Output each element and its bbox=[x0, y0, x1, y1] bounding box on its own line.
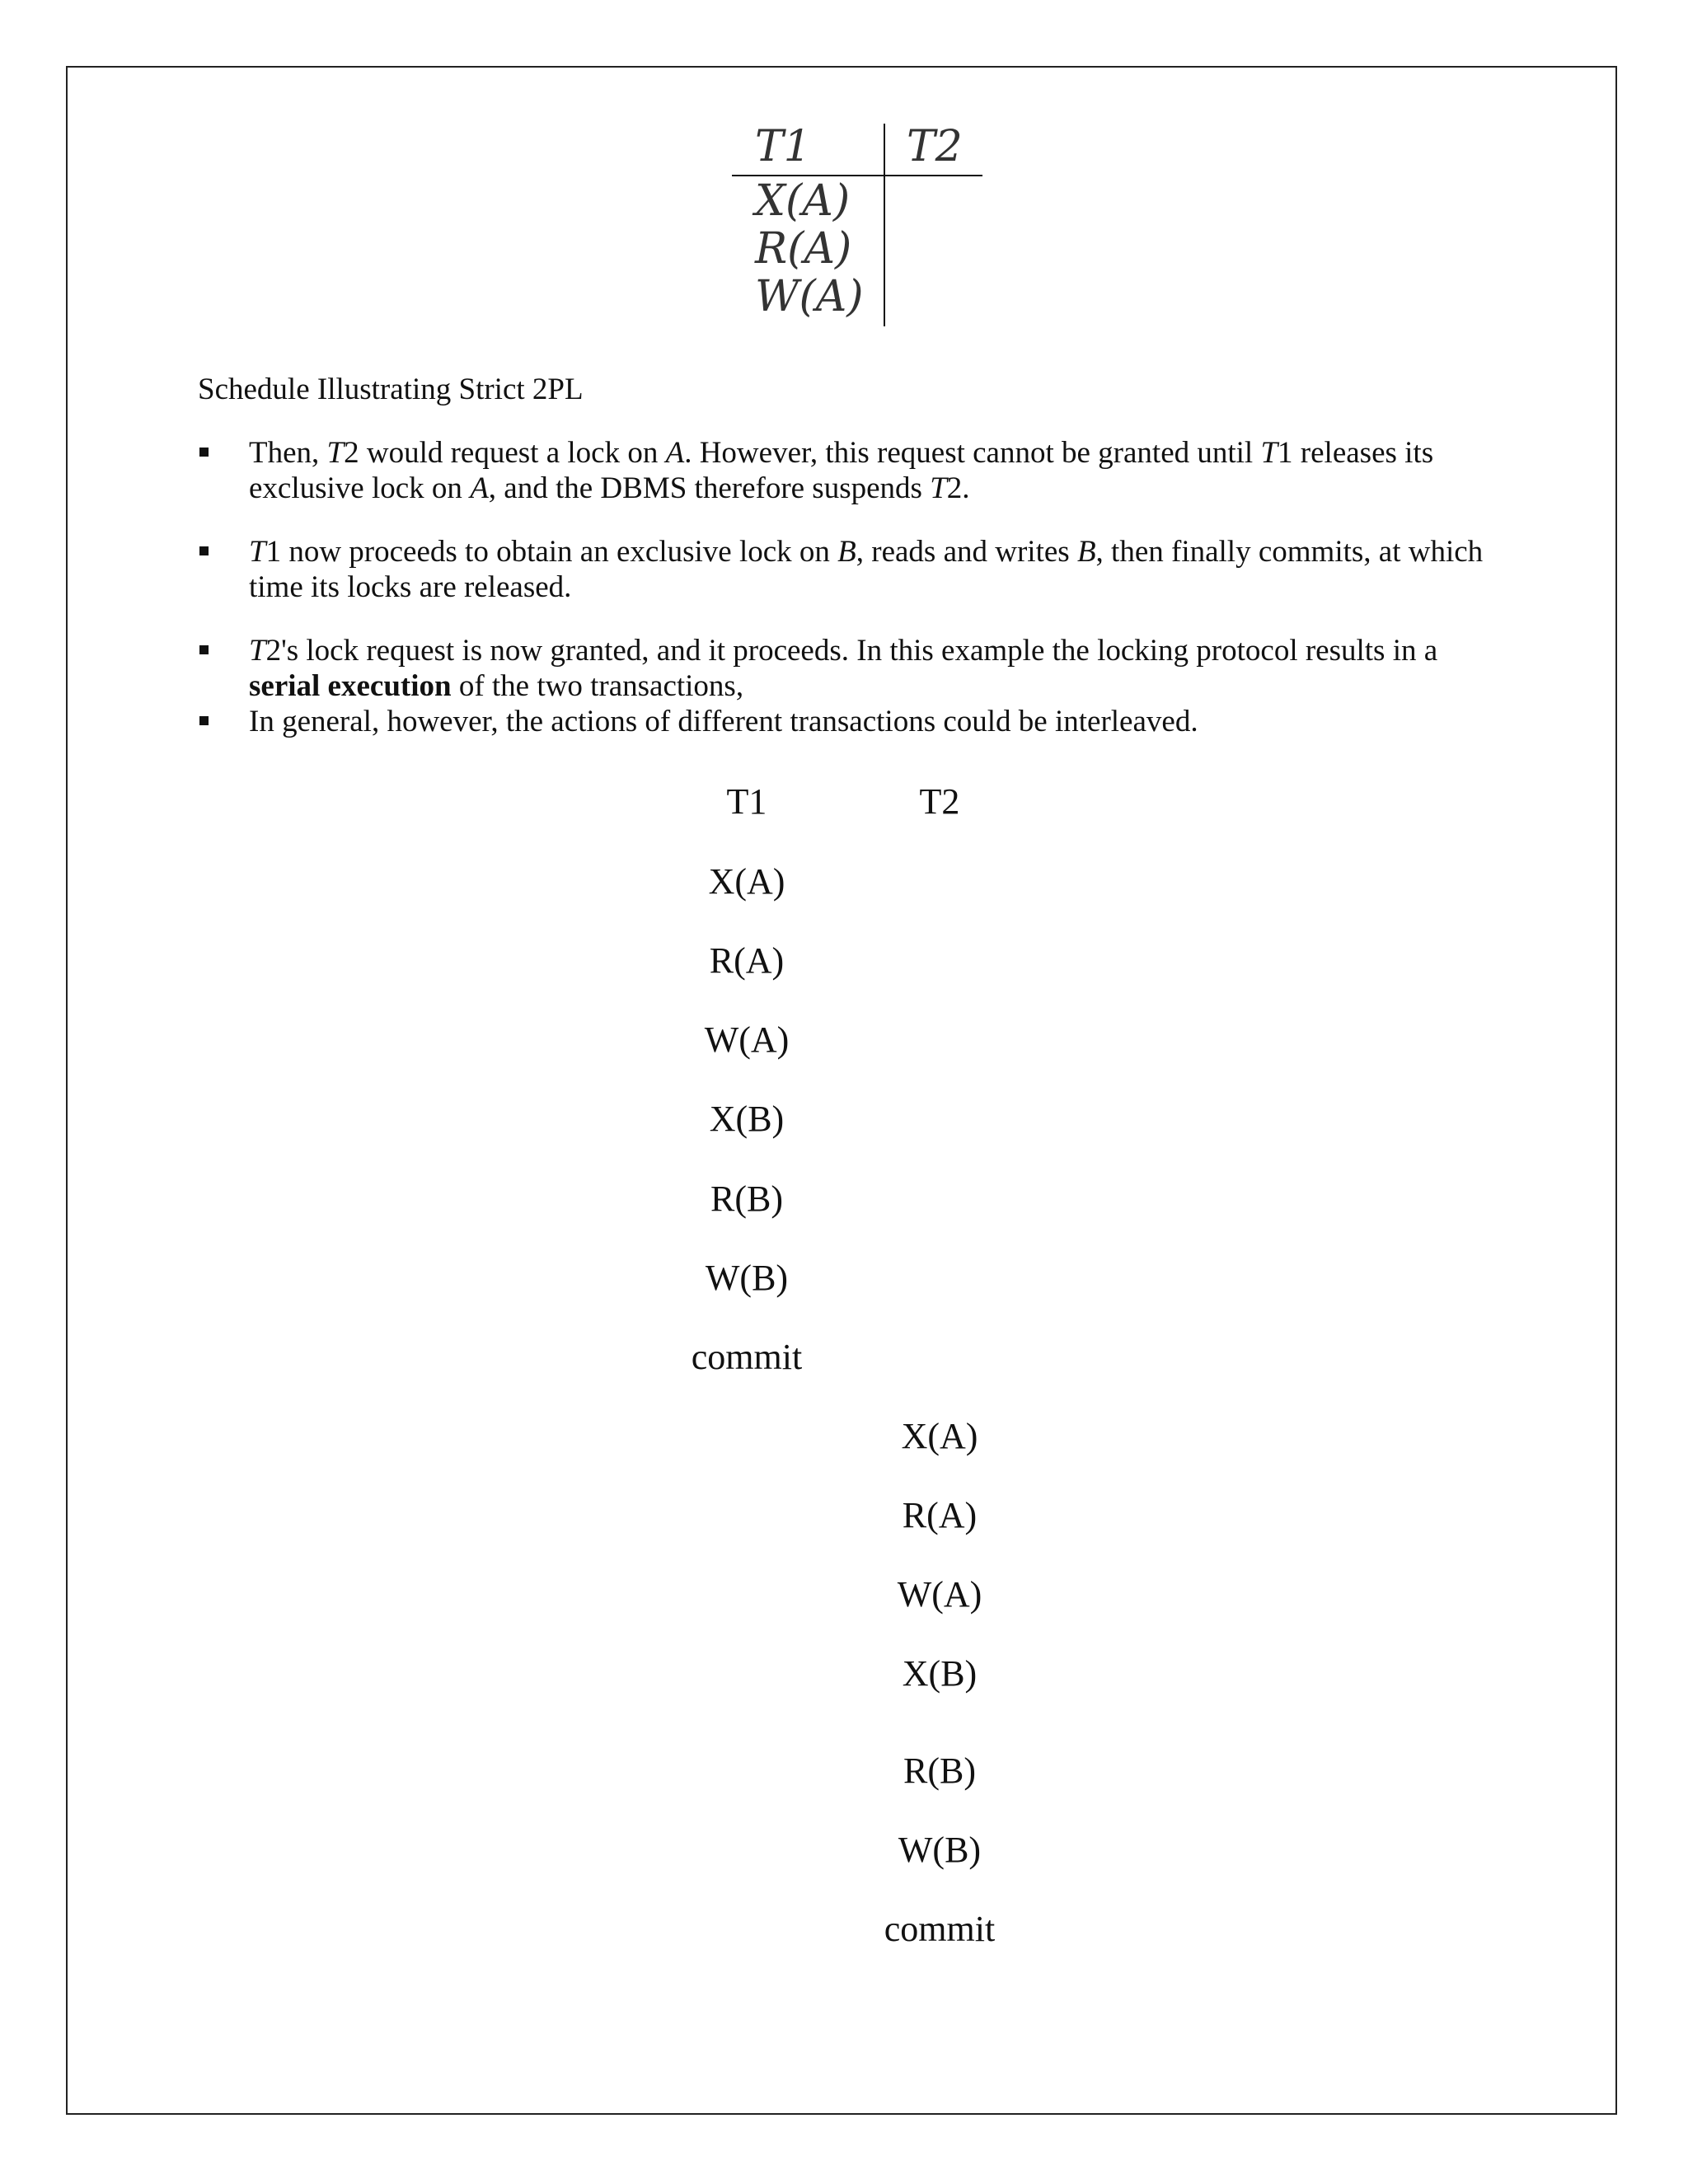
square-bullet-icon bbox=[199, 448, 209, 457]
schedule-header-t2: T2 bbox=[919, 781, 960, 822]
schedule-op-t1: R(A) bbox=[709, 940, 785, 981]
bold-run: serial execution bbox=[249, 669, 452, 703]
italic-run: T bbox=[249, 634, 266, 668]
text-run: 2 would request a lock on bbox=[344, 436, 666, 470]
text-run: 2. bbox=[946, 471, 970, 505]
bullet-item bbox=[198, 704, 1500, 739]
mini-table-header-t1: T1 bbox=[755, 122, 811, 171]
schedule-op-t2: X(A) bbox=[901, 1416, 978, 1456]
square-bullet-icon bbox=[199, 645, 209, 654]
mini-table-header-t2: T2 bbox=[907, 122, 963, 171]
bullet-item bbox=[198, 435, 1500, 506]
italic-run: B bbox=[837, 535, 856, 569]
text-run: 1 now proceeds to obtain an exclusive lock on bbox=[265, 535, 838, 569]
italic-run: A bbox=[470, 471, 489, 505]
mini-table-vertical-rule bbox=[884, 124, 885, 326]
mini-schedule-table bbox=[732, 120, 987, 326]
italic-run: T bbox=[930, 471, 947, 505]
mini-table-op: X(A) bbox=[755, 176, 851, 226]
text-run: Then, bbox=[249, 436, 327, 470]
text-run: . However, this request cannot be granted until bbox=[684, 436, 1261, 470]
text-run: In general, however, the actions of different transactions could be interleaved. bbox=[249, 705, 1198, 738]
schedule-op-t2: W(A) bbox=[897, 1574, 982, 1615]
italic-run: B bbox=[1076, 535, 1096, 569]
schedule-op-t2: X(B) bbox=[902, 1653, 978, 1694]
square-bullet-icon bbox=[199, 716, 209, 725]
square-bullet-icon bbox=[199, 546, 209, 555]
bullet-list bbox=[198, 435, 1500, 739]
schedule-op-t2: W(B) bbox=[898, 1830, 982, 1870]
italic-run: A bbox=[665, 436, 685, 470]
mini-table-op: W(A) bbox=[755, 272, 864, 321]
text-run: , then finally commits, at which time its locks are released. bbox=[249, 535, 1484, 604]
schedule-op-t1: X(B) bbox=[709, 1099, 785, 1139]
text-run: , and the DBMS therefore suspends bbox=[488, 471, 931, 505]
schedule-op-t2: R(A) bbox=[902, 1495, 978, 1535]
schedule-op-t2: R(B) bbox=[903, 1750, 976, 1791]
italic-run: T bbox=[326, 436, 345, 470]
text-run: 1 releases its exclusive lock on bbox=[249, 436, 1434, 505]
mini-table-op: R(A) bbox=[755, 224, 852, 274]
text-run: of the two transactions, bbox=[451, 669, 744, 703]
text-run: 2's lock request is now granted, and it proceeds. In this example the locking protocol results in a bbox=[265, 634, 1438, 668]
schedule-op-t2: commit bbox=[884, 1909, 996, 1949]
bullet-item bbox=[198, 534, 1500, 605]
italic-run: T bbox=[1260, 436, 1278, 470]
bullet-item bbox=[198, 633, 1500, 704]
caption: Schedule Illustrating Strict 2PL bbox=[198, 373, 584, 406]
schedule-op-t1: X(A) bbox=[708, 861, 785, 902]
schedule-op-t1: commit bbox=[691, 1337, 803, 1377]
schedule-header-t1: T1 bbox=[726, 781, 767, 822]
schedule-op-t1: W(B) bbox=[705, 1258, 789, 1298]
schedule-op-t1: R(B) bbox=[710, 1179, 783, 1219]
text-run: , reads and writes bbox=[856, 535, 1077, 569]
italic-run: T bbox=[249, 535, 266, 569]
schedule-op-t1: W(A) bbox=[704, 1019, 790, 1060]
